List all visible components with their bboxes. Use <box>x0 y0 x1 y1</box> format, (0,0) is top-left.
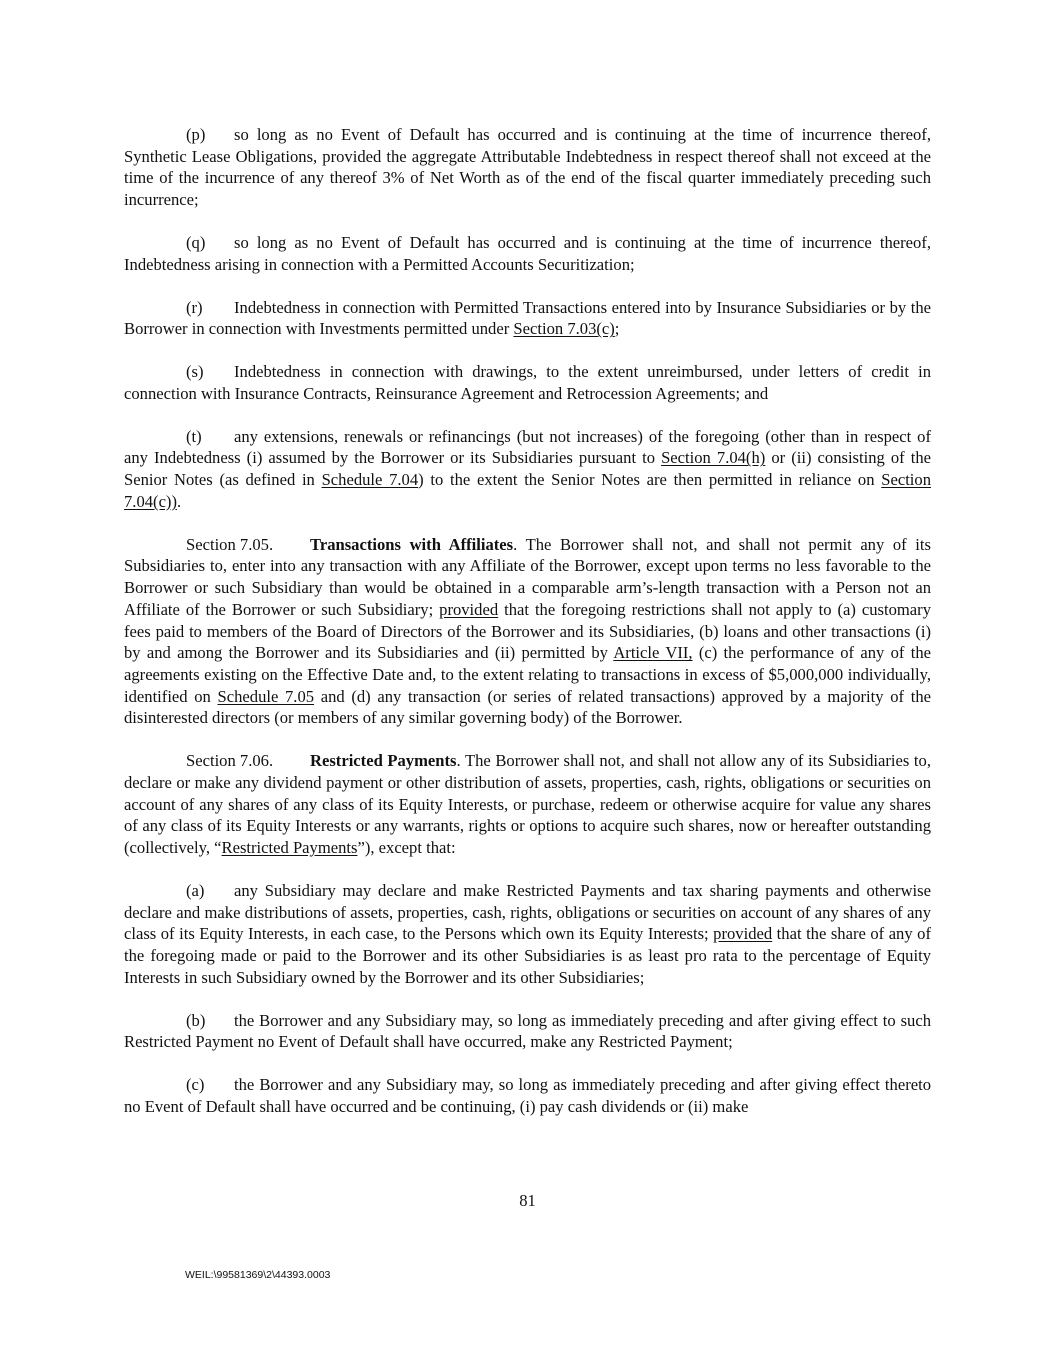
clause-text: Indebtedness in connection with Permitted Transactions entered into by Insurance Subsidiaries or by the Borrower in connection with Investments permitted under <box>124 297 931 339</box>
clause-7-06-c <box>124 1074 931 1117</box>
clause-text: . <box>176 491 182 511</box>
clause-text: any extensions, renewals or refinancings (but not increases) of the foregoing (other than in respect of any Indebtedness (i) assumed by the Borrower or its Subsidiaries pursuant to <box>124 426 931 468</box>
clause-text: so long as no Event of Default has occurred and is continuing at the time of incurrence thereof, Indebtedness arising in connection with a Permitted Accounts Securitization; <box>124 233 931 274</box>
cross-reference: Article VII, <box>613 643 693 663</box>
clause-7-06-b <box>124 1010 931 1053</box>
section-text: (c) the performance of any of the agreements existing on the Effective Date and, to the extent relating to transactions in excess of $5,000,000 individually, identified on <box>124 643 931 706</box>
cross-reference: Section 7.04(h) <box>661 448 766 468</box>
clause-r <box>124 297 931 340</box>
clause-label: (p) <box>186 125 206 144</box>
clause-text: ; <box>614 319 620 339</box>
section-heading: Transactions with Affiliates <box>310 534 514 554</box>
section-heading: Restricted Payments <box>310 751 457 771</box>
clause-label: (q) <box>186 233 206 252</box>
section-text: and (d) any transaction (or series of related transactions) approved by a majority of the disinterested directors (or members of any similar governing body) of the Borrower. <box>124 686 931 728</box>
cross-reference: Section 7.03(c) <box>513 319 615 339</box>
clause-text: the Borrower and any Subsidiary may, so long as immediately preceding and after giving effect to such Restricted Payment no Event of Default shall have occurred, make any Restricted Payment; <box>124 1010 931 1052</box>
clause-text: Indebtedness in connection with drawings, to the extent unreimbursed, under letters of credit in connection with Insurance Contracts, Reinsurance Agreement and Retrocession Agreements; and <box>124 362 931 403</box>
clause-label: (b) <box>186 1010 206 1030</box>
clause-text: or (ii) consisting of the Senior Notes (as defined in <box>124 448 932 490</box>
cross-reference: Schedule 7.04 <box>321 470 419 490</box>
cross-reference: provided <box>439 599 499 619</box>
section-7-05 <box>124 534 931 729</box>
clause-q <box>124 232 931 275</box>
section-text: that the foregoing restrictions shall not apply to (a) customary fees paid to members of the Board of Directors of the Borrower and its Subsidiaries, (b) loans and other transactions (i) by and among the Borrower and its Subsidiaries and (ii) permitted by <box>124 599 931 663</box>
clause-text: the Borrower and any Subsidiary may, so long as immediately preceding and after giving effect thereto no Event of Default shall have occurred and be continuing, (i) pay cash dividends or (ii) make <box>124 1075 931 1116</box>
clause-7-06-a <box>124 880 931 989</box>
page-number: 81 <box>519 1191 536 1210</box>
clause-label: (r) <box>186 297 203 317</box>
clause-text: so long as no Event of Default has occurred and is continuing at the time of incurrence thereof, Synthetic Lease Obligations, provided the aggregate Attributable Indebtedness in respect thereof shall not exceed at the time of the incurrence of any thereof 3% of Net Worth as of the end of the fiscal quarter immediately preceding such incurrence; <box>124 125 931 210</box>
document-page <box>124 124 931 1118</box>
cross-reference: Section 7.04(c)) <box>124 470 932 511</box>
clause-label: (t) <box>186 426 202 446</box>
clause-text: that the share of any of the foregoing made or paid to the Borrower and its other Subsidiaries is as least pro rata to the percentage of Equity Interests in such Subsidiary owned by the Borrower and its other Subsidiaries; <box>124 924 931 987</box>
clause-label: (c) <box>186 1075 205 1095</box>
section-label: Section 7.05. <box>186 534 274 554</box>
document-id: WEIL:\99581369\2\44393.0003 <box>185 1269 331 1281</box>
clause-label: (a) <box>186 881 205 900</box>
section-7-06 <box>124 750 931 859</box>
section-text: . The Borrower shall not, and shall not permit any of its Subsidiaries to, enter into any transaction with any Affiliate of the Borrower, except upon terms no less favorable to the Borrower or such Subsidiary than would be obtained in a comparable arm’s-length transaction with a Person not an Affiliate of the Borrower or such Subsidiary; <box>124 534 931 619</box>
clause-p <box>124 124 931 211</box>
clause-t <box>124 426 931 513</box>
section-label: Section 7.06. <box>186 751 274 771</box>
defined-term: Restricted Payments <box>221 838 358 858</box>
clause-label: (s) <box>186 362 204 382</box>
section-text: . The Borrower shall not, and shall not allow any of its Subsidiaries to, declare or make any dividend payment or other distribution of assets, properties, cash, rights, obligations or securities on account of any shares of any class of its Equity Interests, or purchase, redeem or otherwise acquire for value any shares of any class of its Equity Interests or any warrants, rights or options to acquire such shares, now or hereafter outstanding (collectively, “ <box>124 751 931 858</box>
clause-text: ) to the extent the Senior Notes are then permitted in reliance on <box>418 470 882 490</box>
cross-reference: provided <box>713 924 773 944</box>
cross-reference: Schedule 7.05 <box>217 686 315 706</box>
clause-text: any Subsidiary may declare and make Restricted Payments and tax sharing payments and otherwise declare and make distributions of assets, properties, cash, rights, obligations or securities on account of any shares of any class of its Equity Interests, in each case, to the Persons which own its Equity Interests; <box>124 881 931 944</box>
clause-s <box>124 361 931 404</box>
section-text: ”), except that: <box>357 838 456 858</box>
